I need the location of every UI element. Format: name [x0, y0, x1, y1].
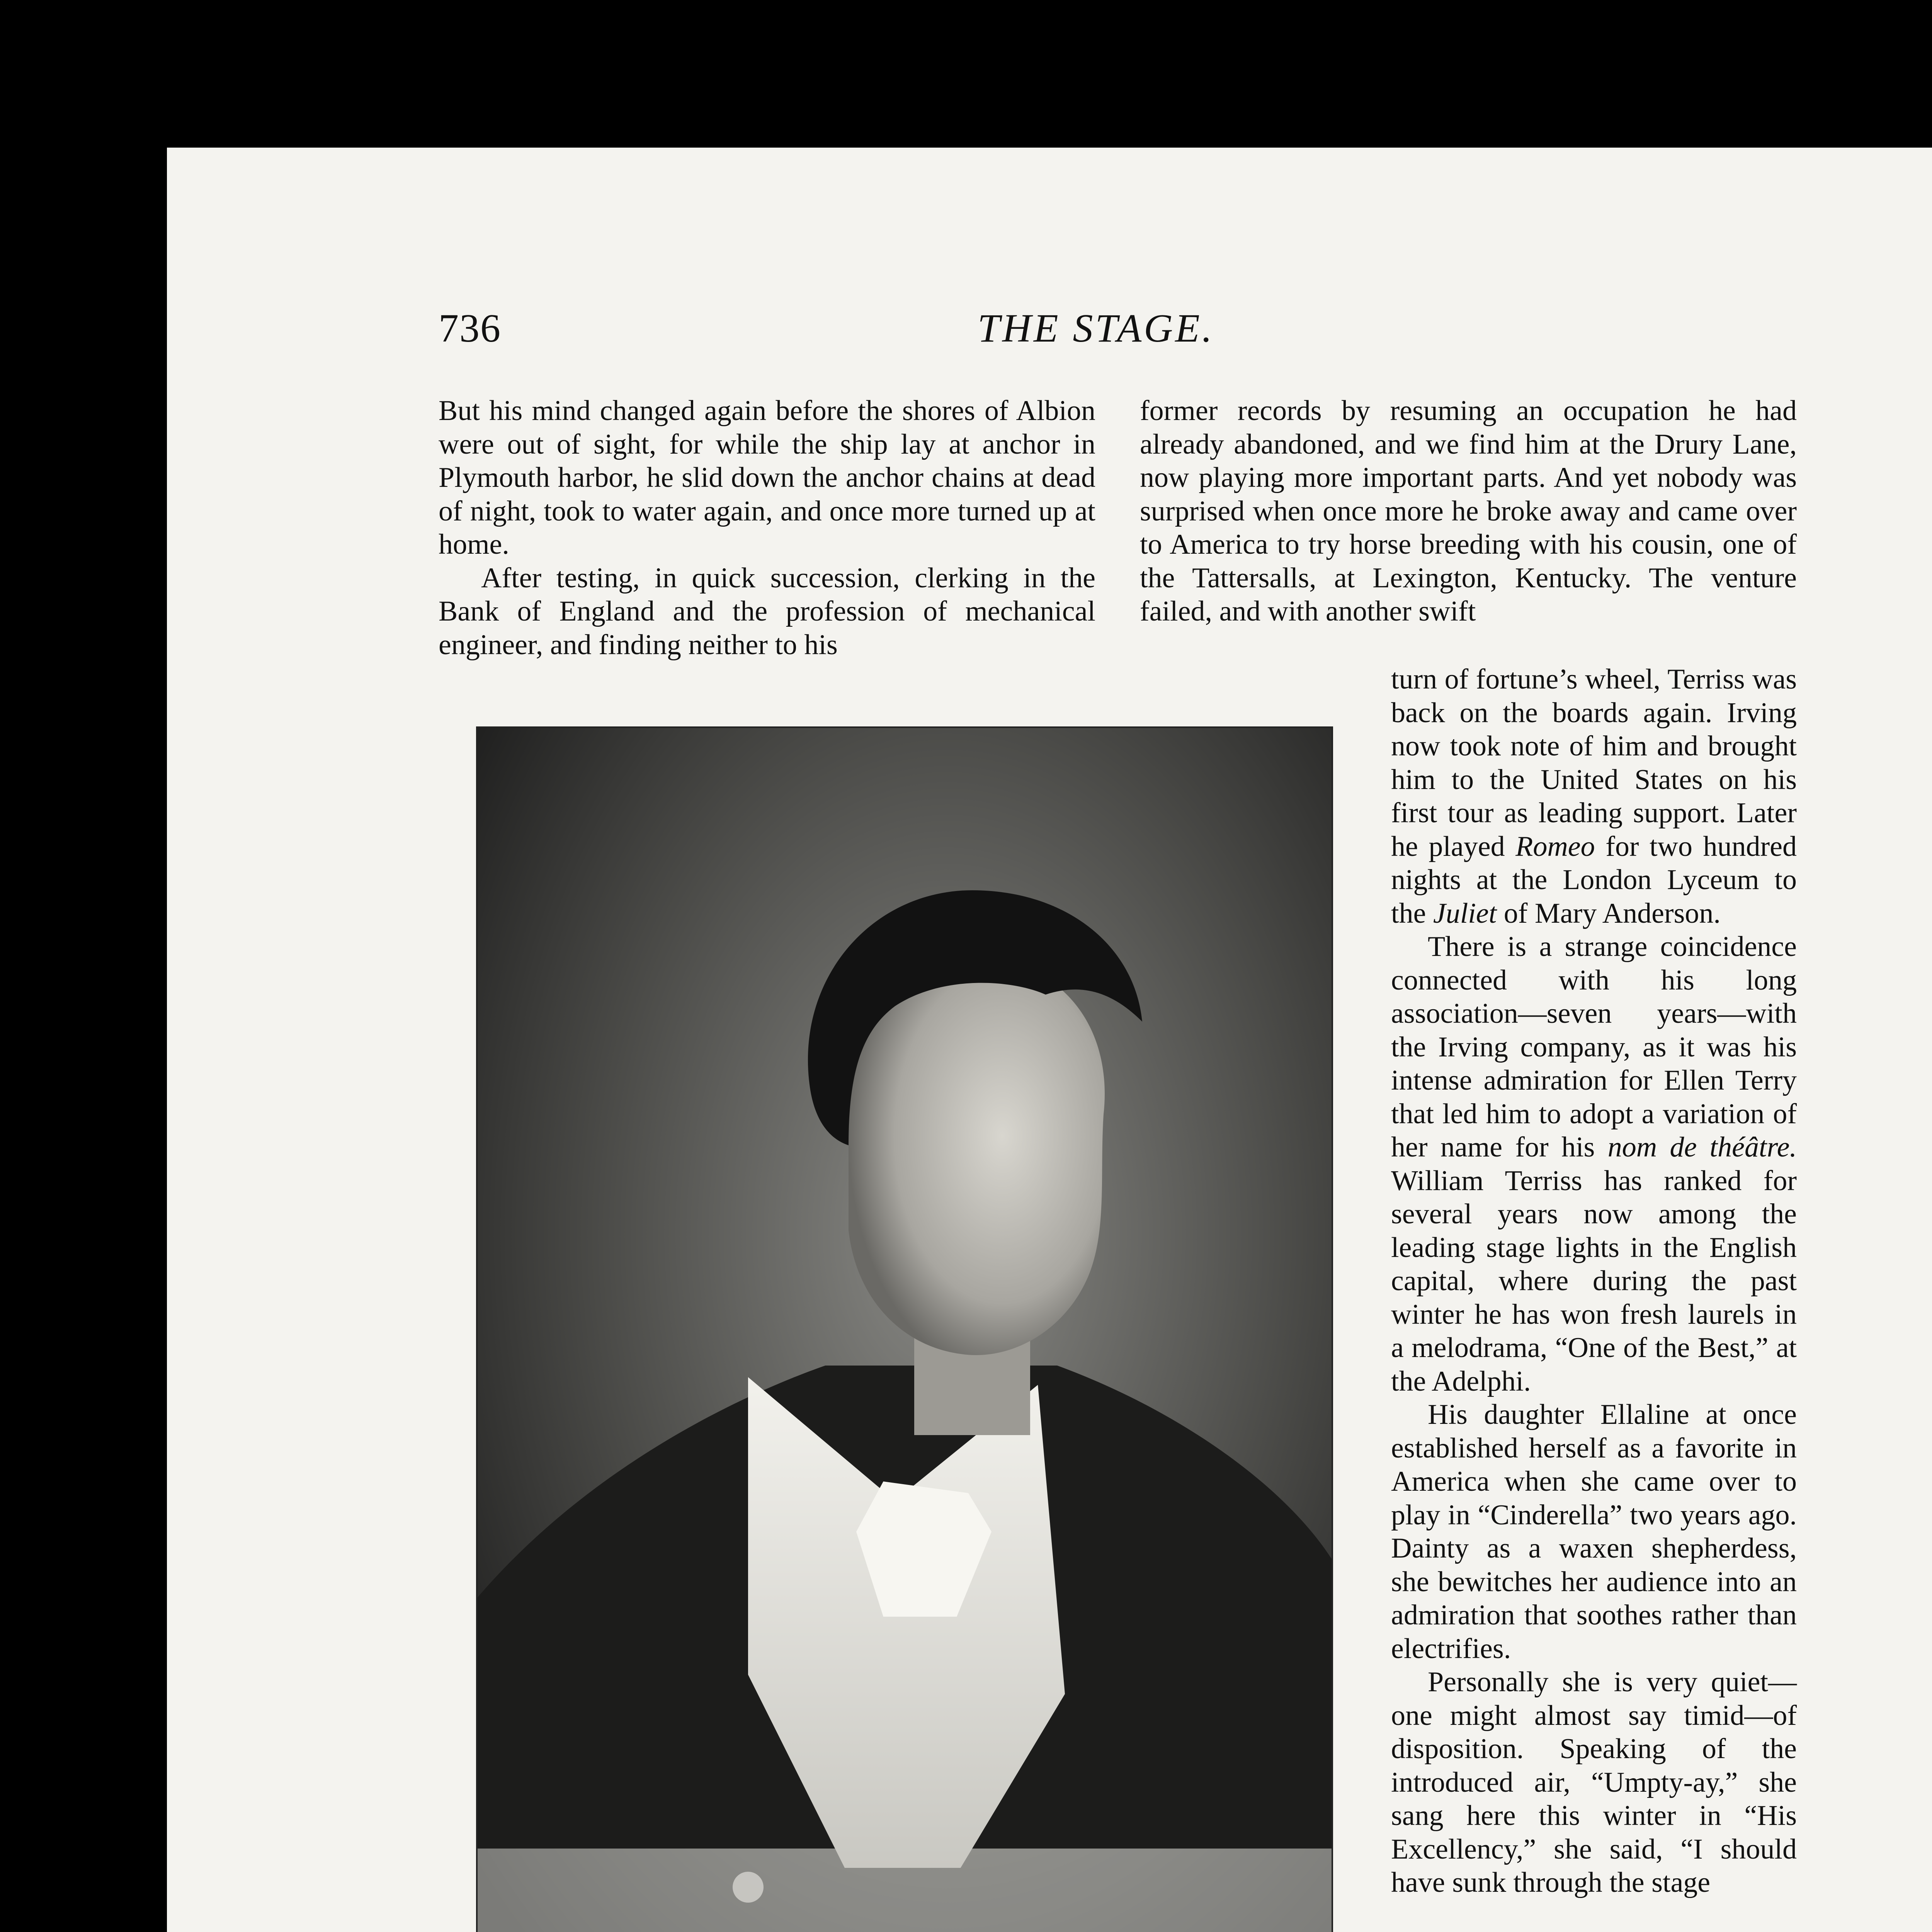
text-run: for two hundred nights at the London Lyceum to the	[1391, 830, 1797, 929]
text-run: of Mary Anderson.	[1497, 897, 1721, 929]
text-run: turn of fortune’s wheel, Terriss was back on the boards again. Irving now took note of him and brought him to the United States on his first tour as leading support. Later he played	[1391, 663, 1797, 862]
paragraph: former records by resuming an occupation he had already abandoned, and we find him at the Drury Lane, now playing more important parts. And yet nobody was surprised when once more he broke away and came over to America to try horse breeding with his cousin, one of the Tattersalls, at Lexington, Kentucky. The venture failed, and with another swift	[1140, 395, 1797, 627]
italic-phrase: nom de théâtre.	[1607, 1131, 1797, 1163]
text-run: There is a strange coincidence connected with his long association—seven years—with the Irving company, as it was his intense admiration for Ellen Terry that led him to adopt a variation of her name for his	[1391, 931, 1797, 1163]
column-2-top	[1140, 394, 1797, 628]
paragraph: But his mind changed again before the shores of Albion were out of sight, for while the ship lay at anchor in Plymouth harbor, he slid down the anchor chains at dead of night, took to water again, and once more turned up at home.	[439, 395, 1095, 560]
page-number: 736	[439, 306, 501, 350]
paragraph: After testing, in quick succession, clerking in the Bank of England and the profession of mechanical engineer, and finding neither to his	[439, 562, 1095, 661]
paragraph	[1391, 663, 1797, 930]
paragraph: His daughter Ellaline at once established herself as a favorite in America when she came over to play in “Cinderella” two years ago. Dainty as a waxen shepherdess, she bewitches her audience into an admiration that soothes rather than electrifies.	[1391, 1399, 1797, 1665]
portrait-photo	[476, 726, 1333, 1932]
italic-title: Romeo	[1515, 830, 1595, 862]
portrait-illustration	[478, 728, 1332, 1932]
column-2-side	[1391, 663, 1797, 1900]
italic-title: Juliet	[1433, 897, 1497, 929]
paragraph	[1391, 930, 1797, 1398]
paragraph: Personally she is very quiet—one might almost say timid—of disposition. Speaking of the introduced air, “Umpty-ay,” she sang here this winter in “His Excellency,” she said, “I should have sunk through the stage	[1391, 1666, 1797, 1898]
running-title: THE STAGE.	[978, 306, 1214, 350]
text-run: William Terriss has ranked for several years now among the leading stage lights in the English capital, where during the past winter he has won fresh laurels in a melodrama, “One of the Best,” at the Adelphi.	[1391, 1165, 1797, 1397]
column-1-top	[439, 394, 1095, 662]
